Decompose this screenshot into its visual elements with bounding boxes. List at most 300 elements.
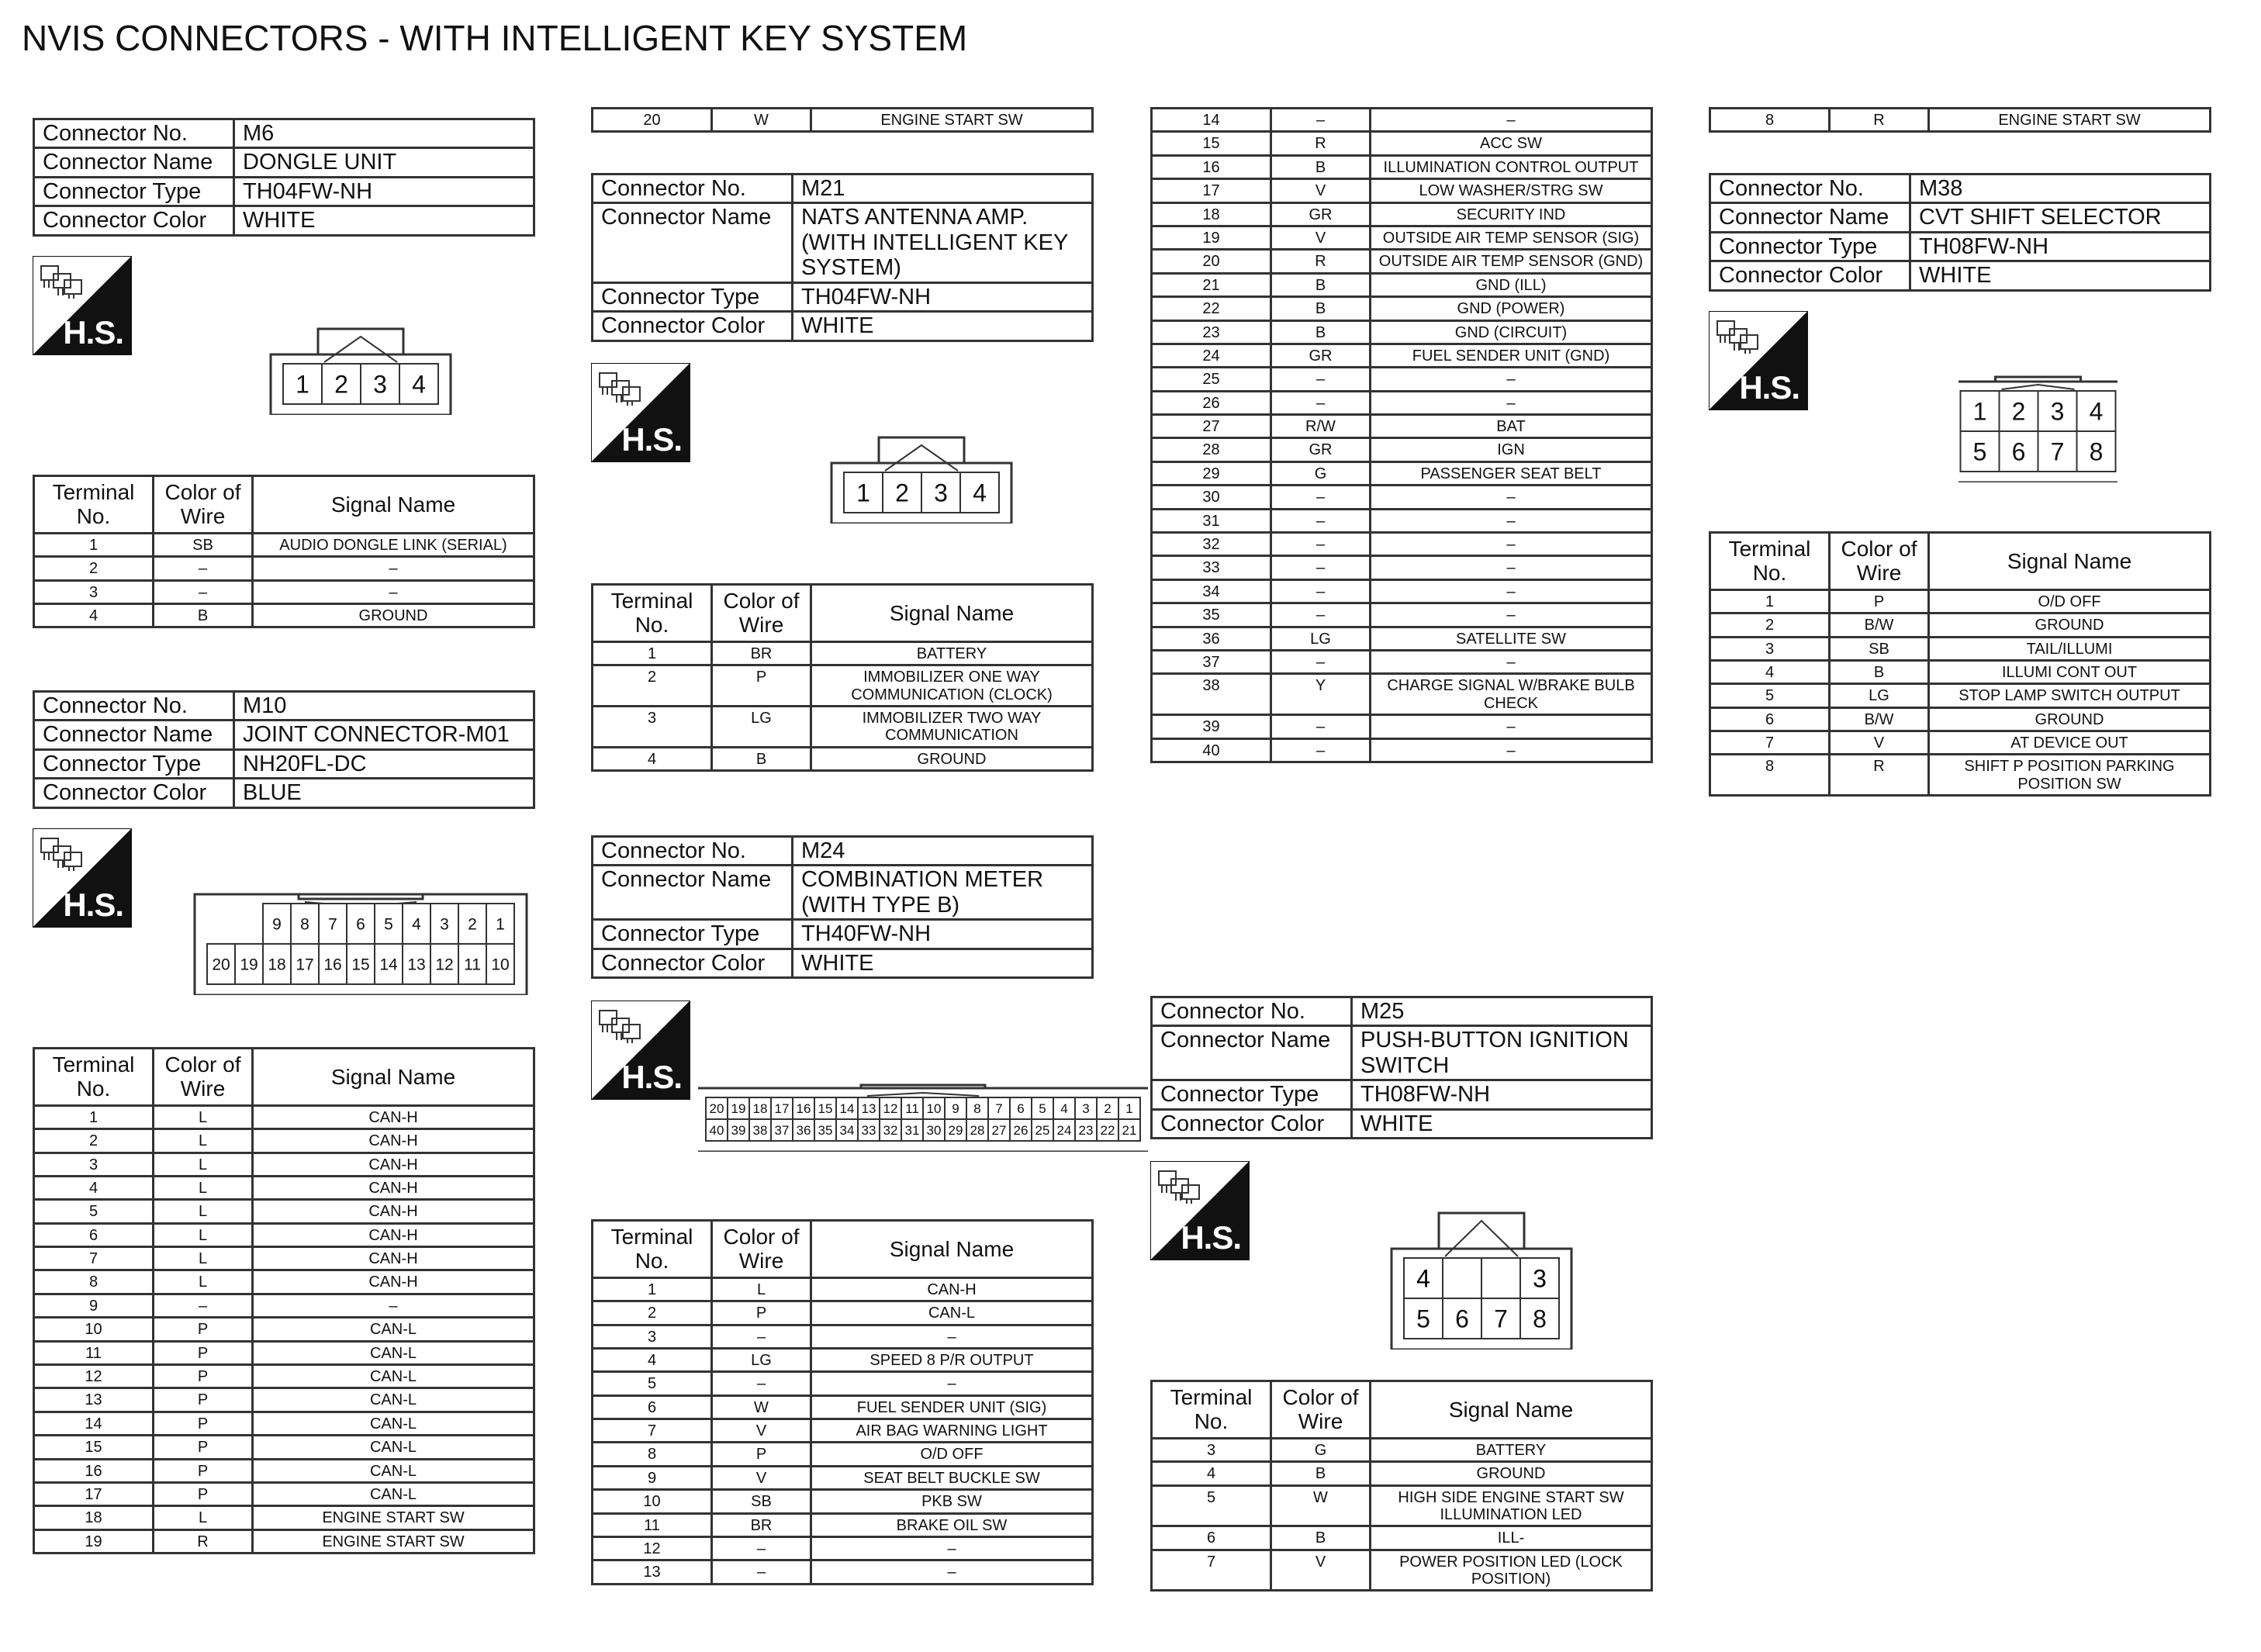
terminal-no: 2 <box>593 665 712 707</box>
signal-name: – <box>253 580 534 603</box>
wire-color: P <box>712 1301 811 1325</box>
terminal-no: 3 <box>1710 637 1830 660</box>
svg-text:22: 22 <box>1100 1123 1115 1139</box>
terminal-table-m10-prev-row <box>1709 107 2211 133</box>
terminal-no: 15 <box>34 1436 154 1459</box>
header-terminal-no: Terminal No. <box>34 476 154 534</box>
svg-text:20: 20 <box>212 956 230 974</box>
harness-side-label: H.S. <box>621 1059 682 1095</box>
svg-text:38: 38 <box>752 1123 768 1139</box>
wire-color: B <box>154 603 253 627</box>
wire-color: GR <box>1271 202 1371 226</box>
signal-name: BAT <box>1371 415 1652 438</box>
terminal-no: 1 <box>34 533 154 556</box>
info-row-name <box>593 866 1093 920</box>
pin-40 <box>706 1119 728 1141</box>
pin-row-top <box>1404 1258 1559 1298</box>
terminal-no: 3 <box>34 1153 154 1176</box>
signal-name: STOP LAMP SWITCH OUTPUT <box>1929 684 2211 707</box>
table-row <box>34 1436 534 1459</box>
terminal-no: 7 <box>1710 731 1830 755</box>
signal-name: GROUND <box>811 747 1093 770</box>
connector-info-m21 <box>591 173 1094 342</box>
table-row <box>1152 461 1652 485</box>
wire-color: L <box>154 1129 253 1153</box>
svg-text:19: 19 <box>731 1101 746 1117</box>
signal-name: CAN-L <box>253 1318 534 1341</box>
svg-text:7: 7 <box>2050 437 2065 466</box>
wire-color: W <box>712 1395 811 1419</box>
signal-name: CAN-H <box>253 1200 534 1223</box>
signal-name: – <box>1371 579 1652 603</box>
signal-name: CAN-L <box>253 1388 534 1412</box>
signal-name: – <box>1371 368 1652 391</box>
terminal-header <box>1152 1381 1652 1439</box>
svg-text:9: 9 <box>272 915 282 934</box>
pin-26 <box>1010 1119 1032 1141</box>
harness-side-icon <box>591 363 690 462</box>
signal-name: GND (ILL) <box>1371 273 1652 296</box>
table-row <box>593 1490 1093 1513</box>
terminal-no: 5 <box>1710 684 1830 707</box>
terminal-no: 22 <box>1152 297 1271 320</box>
table-row <box>593 1372 1093 1395</box>
connector-info-m10 <box>33 690 535 809</box>
info-row-name <box>593 203 1093 282</box>
terminal-no: 2 <box>34 557 154 580</box>
info-value-name: CVT SHIFT SELECTOR <box>1910 203 2211 232</box>
terminal-no: 9 <box>593 1466 712 1489</box>
table-row <box>593 1513 1093 1536</box>
terminal-table-m10 <box>33 1047 535 1554</box>
table-row <box>1152 179 1652 202</box>
connector-info-m6 <box>33 118 535 237</box>
terminal-no: 9 <box>34 1294 154 1317</box>
pin-31 <box>901 1119 923 1141</box>
signal-name: IMMOBILIZER TWO WAY COMMUNICATION <box>811 706 1093 747</box>
info-value-color: WHITE <box>793 949 1093 977</box>
info-label: Connector Color <box>1152 1109 1352 1138</box>
svg-text:16: 16 <box>323 956 342 974</box>
signal-name: ILLUMINATION CONTROL OUTPUT <box>1371 155 1652 178</box>
wire-color: P <box>154 1388 253 1412</box>
pin-3 <box>361 364 399 404</box>
harness-side-icon <box>591 1001 690 1100</box>
wire-color: V <box>1830 731 1929 755</box>
table-row <box>34 1341 534 1364</box>
pin-8 <box>966 1097 988 1119</box>
info-row-type <box>1152 1080 1652 1109</box>
signal-name: CAN-H <box>253 1153 534 1176</box>
info-value-name: JOINT CONNECTOR-M01 <box>234 721 534 749</box>
wire-color: R <box>1830 109 1929 132</box>
table-row <box>1152 1485 1652 1526</box>
wire-color: V <box>1271 226 1371 249</box>
pin-8 <box>2077 431 2116 472</box>
table-row <box>34 1388 534 1412</box>
info-label: Connector No. <box>34 119 234 148</box>
pin-5 <box>1961 431 2000 472</box>
info-value-color: BLUE <box>234 779 534 807</box>
pin-14 <box>375 944 403 984</box>
table-row <box>34 1105 534 1128</box>
table-row <box>593 1325 1093 1348</box>
signal-name: ENGINE START SW <box>1929 109 2211 132</box>
wire-color: L <box>154 1105 253 1128</box>
wire-color: – <box>1271 533 1371 556</box>
svg-text:3: 3 <box>1082 1101 1090 1117</box>
terminal-no: 6 <box>1710 707 1830 731</box>
pin-28 <box>966 1119 988 1141</box>
terminal-no: 3 <box>593 706 712 747</box>
pin-37 <box>771 1119 793 1141</box>
svg-text:12: 12 <box>883 1101 898 1117</box>
connector-diagram-m6 <box>268 310 454 415</box>
terminal-no: 15 <box>1152 132 1271 155</box>
info-value-name: COMBINATION METER (WITH TYPE B) <box>793 866 1093 920</box>
info-value-type: TH04FW-NH <box>793 282 1093 311</box>
signal-name: AUDIO DONGLE LINK (SERIAL) <box>253 533 534 556</box>
svg-text:6: 6 <box>2011 437 2026 466</box>
info-label: Connector Name <box>593 203 793 282</box>
terminal-header <box>34 476 534 534</box>
wire-color: B/W <box>1830 707 1929 731</box>
info-label: Connector No. <box>593 175 793 203</box>
terminal-no: 1 <box>34 1105 154 1128</box>
info-label: Connector Type <box>1152 1080 1352 1109</box>
info-value-name: NATS ANTENNA AMP. (WITH INTELLIGENT KEY SYSTEM) <box>793 203 1093 282</box>
signal-name: – <box>811 1325 1093 1348</box>
svg-text:1: 1 <box>1972 397 1987 426</box>
svg-text:26: 26 <box>1013 1123 1029 1139</box>
header-signal-name: Signal Name <box>811 585 1093 642</box>
terminal-no: 30 <box>1152 486 1271 509</box>
signal-name: ILL- <box>1371 1526 1652 1550</box>
svg-text:36: 36 <box>796 1123 811 1139</box>
info-value-no: M21 <box>793 175 1093 203</box>
pin-4 <box>1053 1097 1075 1119</box>
terminal-no: 1 <box>593 641 712 665</box>
svg-text:10: 10 <box>926 1101 942 1117</box>
svg-text:17: 17 <box>774 1101 790 1117</box>
table-row <box>1152 1438 1652 1461</box>
pin-32 <box>880 1119 901 1141</box>
table-row <box>34 557 534 580</box>
signal-name: POWER POSITION LED (LOCK POSITION) <box>1371 1550 1652 1591</box>
connector-plug-icon <box>1714 316 1762 355</box>
info-row-name <box>34 721 534 749</box>
info-row-type <box>593 282 1093 311</box>
terminal-header <box>593 585 1093 642</box>
table-row <box>34 1294 534 1317</box>
signal-name: CAN-L <box>253 1412 534 1435</box>
table-row <box>593 1466 1093 1489</box>
svg-text:39: 39 <box>731 1123 746 1139</box>
page-title: NVIS CONNECTORS - WITH INTELLIGENT KEY SYSTEM <box>22 18 968 58</box>
terminal-no: 8 <box>593 1443 712 1466</box>
info-label: Connector Color <box>593 312 793 340</box>
svg-text:31: 31 <box>904 1123 920 1139</box>
pin-2 <box>458 904 486 944</box>
header-terminal-no: Terminal No. <box>34 1049 154 1106</box>
pin-30 <box>923 1119 945 1141</box>
terminal-table-m38 <box>1709 531 2211 797</box>
terminal-no: 14 <box>1152 109 1271 132</box>
svg-text:13: 13 <box>407 956 426 974</box>
wire-color: – <box>1271 603 1371 627</box>
header-terminal-no: Terminal No. <box>1710 533 1830 590</box>
signal-name: CAN-L <box>253 1341 534 1364</box>
svg-text:6: 6 <box>1017 1101 1025 1117</box>
signal-name: – <box>811 1537 1093 1560</box>
info-row-color <box>1152 1109 1652 1138</box>
terminal-no: 29 <box>1152 461 1271 485</box>
svg-text:2: 2 <box>2011 397 2026 426</box>
table-row <box>593 706 1093 747</box>
terminal-no: 7 <box>593 1419 712 1443</box>
terminal-no: 38 <box>1152 674 1271 715</box>
connector-plug-icon <box>1156 1166 1204 1205</box>
wire-color: R/W <box>1271 415 1371 438</box>
wire-color: – <box>1271 715 1371 738</box>
svg-text:15: 15 <box>351 956 370 974</box>
harness-side-label: H.S. <box>63 886 123 923</box>
signal-name: SPEED 8 P/R OUTPUT <box>811 1348 1093 1371</box>
info-row-type <box>34 177 534 206</box>
signal-name: GND (CIRCUIT) <box>1371 320 1652 344</box>
signal-name: IMMOBILIZER ONE WAY COMMUNICATION (CLOCK) <box>811 665 1093 707</box>
wire-color: R <box>154 1529 253 1553</box>
signal-name: CHARGE SIGNAL W/BRAKE BULB CHECK <box>1371 674 1652 715</box>
pin-34 <box>836 1119 858 1141</box>
table-row <box>1152 579 1652 603</box>
signal-name: ACC SW <box>1371 132 1652 155</box>
pin-16 <box>319 944 347 984</box>
svg-text:4: 4 <box>2089 397 2104 426</box>
table-row <box>34 1529 534 1553</box>
signal-name: GROUND <box>1929 707 2211 731</box>
pin-3 <box>921 472 960 513</box>
wire-color: GR <box>1271 344 1371 367</box>
svg-text:17: 17 <box>296 956 314 974</box>
table-row <box>1152 202 1652 226</box>
table-row <box>1152 1550 1652 1591</box>
connector-info-m38 <box>1709 173 2211 292</box>
wire-color: LG <box>712 706 811 747</box>
table-row <box>34 1200 534 1223</box>
terminal-no: 3 <box>34 580 154 603</box>
connector-info-m24 <box>591 835 1094 979</box>
pin-19 <box>728 1097 749 1119</box>
signal-name: OUTSIDE AIR TEMP SENSOR (GND) <box>1371 250 1652 273</box>
table-row <box>34 1129 534 1153</box>
connector-diagram-m24 <box>698 1066 1148 1152</box>
terminal-no: 18 <box>1152 202 1271 226</box>
svg-text:6: 6 <box>1455 1305 1469 1333</box>
table-row <box>1710 660 2211 683</box>
header-signal-name: Signal Name <box>811 1221 1093 1278</box>
info-value-no: M10 <box>234 692 534 721</box>
terminal-no: 32 <box>1152 533 1271 556</box>
pin-1 <box>1118 1097 1140 1119</box>
info-label: Connector Type <box>593 282 793 311</box>
svg-text:34: 34 <box>839 1123 855 1139</box>
svg-text:5: 5 <box>384 915 393 934</box>
terminal-no: 7 <box>34 1247 154 1270</box>
info-row-type <box>1710 232 2211 261</box>
pin-1 <box>283 364 322 404</box>
info-label: Connector Color <box>1710 261 1910 290</box>
info-label: Connector Name <box>34 148 234 177</box>
terminal-no: 3 <box>593 1325 712 1348</box>
terminal-no: 5 <box>34 1200 154 1223</box>
connector-plug-icon <box>38 261 86 300</box>
table-row <box>1152 738 1652 762</box>
wire-color: V <box>712 1466 811 1489</box>
wire-color: – <box>712 1537 811 1560</box>
wire-color: P <box>712 1443 811 1466</box>
wire-color: P <box>154 1482 253 1505</box>
terminal-header <box>1710 533 2211 590</box>
wire-color: – <box>712 1560 811 1584</box>
harness-side-label: H.S. <box>1739 369 1799 406</box>
svg-text:27: 27 <box>991 1123 1007 1139</box>
svg-text:8: 8 <box>1533 1305 1547 1333</box>
pin-35 <box>814 1119 836 1141</box>
terminal-no: 25 <box>1152 368 1271 391</box>
signal-name: CAN-H <box>253 1270 534 1294</box>
wire-color: – <box>1271 486 1371 509</box>
connector-diagram-m10 <box>182 880 539 995</box>
table-row <box>1152 344 1652 367</box>
header-signal-name: Signal Name <box>1929 533 2211 590</box>
table-row <box>1710 684 2211 707</box>
svg-text:7: 7 <box>995 1101 1003 1117</box>
table-row <box>1152 509 1652 532</box>
info-label: Connector Color <box>34 206 234 235</box>
wire-color: P <box>1830 589 1929 613</box>
connector-plug-icon <box>596 1006 645 1045</box>
terminal-no: 37 <box>1152 650 1271 673</box>
wire-color: – <box>154 580 253 603</box>
wire-color: R <box>1271 132 1371 155</box>
pin-23 <box>1075 1119 1097 1141</box>
svg-text:13: 13 <box>861 1101 876 1117</box>
harness-side-label: H.S. <box>1181 1219 1241 1256</box>
wire-color: L <box>712 1277 811 1301</box>
info-row-color <box>593 949 1093 977</box>
terminal-no: 33 <box>1152 556 1271 579</box>
info-label: Connector Color <box>593 949 793 977</box>
signal-name: CAN-H <box>253 1129 534 1153</box>
pin-11 <box>901 1097 923 1119</box>
info-row-no <box>1152 997 1652 1026</box>
wire-color: B <box>1271 155 1371 178</box>
wire-color: W <box>712 109 811 132</box>
wire-color: L <box>154 1176 253 1199</box>
info-value-type: TH40FW-NH <box>793 920 1093 949</box>
svg-text:4: 4 <box>1060 1101 1068 1117</box>
terminal-no: 24 <box>1152 344 1271 367</box>
header-terminal-no: Terminal No. <box>593 585 712 642</box>
info-row-color <box>593 312 1093 340</box>
signal-name: AT DEVICE OUT <box>1929 731 2211 755</box>
svg-text:37: 37 <box>774 1123 790 1139</box>
info-row-no <box>593 175 1093 203</box>
table-row <box>34 1153 534 1176</box>
terminal-table-m6 <box>33 475 535 628</box>
pin-38 <box>749 1119 771 1141</box>
info-value-type: TH08FW-NH <box>1910 232 2211 261</box>
pin-25 <box>1032 1119 1053 1141</box>
terminal-no: 8 <box>34 1270 154 1294</box>
terminal-no: 16 <box>34 1459 154 1482</box>
info-value-color: WHITE <box>793 312 1093 340</box>
terminal-no: 4 <box>1152 1462 1271 1485</box>
terminal-no: 35 <box>1152 603 1271 627</box>
wire-color: G <box>1271 461 1371 485</box>
wire-color: – <box>712 1372 811 1395</box>
svg-text:3: 3 <box>373 370 387 399</box>
svg-text:23: 23 <box>1078 1123 1094 1139</box>
table-row <box>593 1348 1093 1371</box>
signal-name: GROUND <box>253 603 534 627</box>
signal-name: CAN-H <box>253 1247 534 1270</box>
wire-color: LG <box>1271 627 1371 650</box>
pin-7 <box>319 904 347 944</box>
wire-color: SB <box>154 533 253 556</box>
signal-name: SECURITY IND <box>1371 202 1652 226</box>
pin-6 <box>1443 1298 1481 1339</box>
table-row <box>1152 650 1652 673</box>
info-label: Connector No. <box>1710 175 1910 203</box>
wire-color: SB <box>712 1490 811 1513</box>
terminal-header <box>593 1221 1093 1278</box>
terminal-no: 3 <box>1152 1438 1271 1461</box>
signal-name: TAIL/ILLUMI <box>1929 637 2211 660</box>
info-value-no: M24 <box>793 837 1093 866</box>
pin-21 <box>1118 1119 1140 1141</box>
table-row <box>1152 533 1652 556</box>
info-value-no: M38 <box>1910 175 2211 203</box>
wire-color: B <box>1271 1526 1371 1550</box>
svg-text:29: 29 <box>948 1123 963 1139</box>
info-value-no: M6 <box>234 119 534 148</box>
table-row <box>1152 155 1652 178</box>
wire-color: P <box>154 1341 253 1364</box>
info-row-color <box>34 206 534 235</box>
pin-1 <box>486 904 514 944</box>
terminal-no: 6 <box>1152 1526 1271 1550</box>
signal-name: CAN-L <box>253 1482 534 1505</box>
pin-3 <box>430 904 458 944</box>
table-row <box>1710 637 2211 660</box>
wire-color: B <box>1830 660 1929 683</box>
table-row <box>1152 250 1652 273</box>
header-terminal-no: Terminal No. <box>1152 1381 1271 1439</box>
wire-color: – <box>154 557 253 580</box>
terminal-no: 1 <box>593 1277 712 1301</box>
pin-5 <box>1404 1298 1443 1339</box>
signal-name: PASSENGER SEAT BELT <box>1371 461 1652 485</box>
wire-color: V <box>712 1419 811 1443</box>
table-row <box>1152 132 1652 155</box>
info-value-name: PUSH-BUTTON IGNITION SWITCH <box>1352 1026 1652 1080</box>
signal-name: – <box>1371 603 1652 627</box>
info-row-no <box>34 692 534 721</box>
pin-39 <box>728 1119 749 1141</box>
signal-name: ILLUMI CONT OUT <box>1929 660 2211 683</box>
